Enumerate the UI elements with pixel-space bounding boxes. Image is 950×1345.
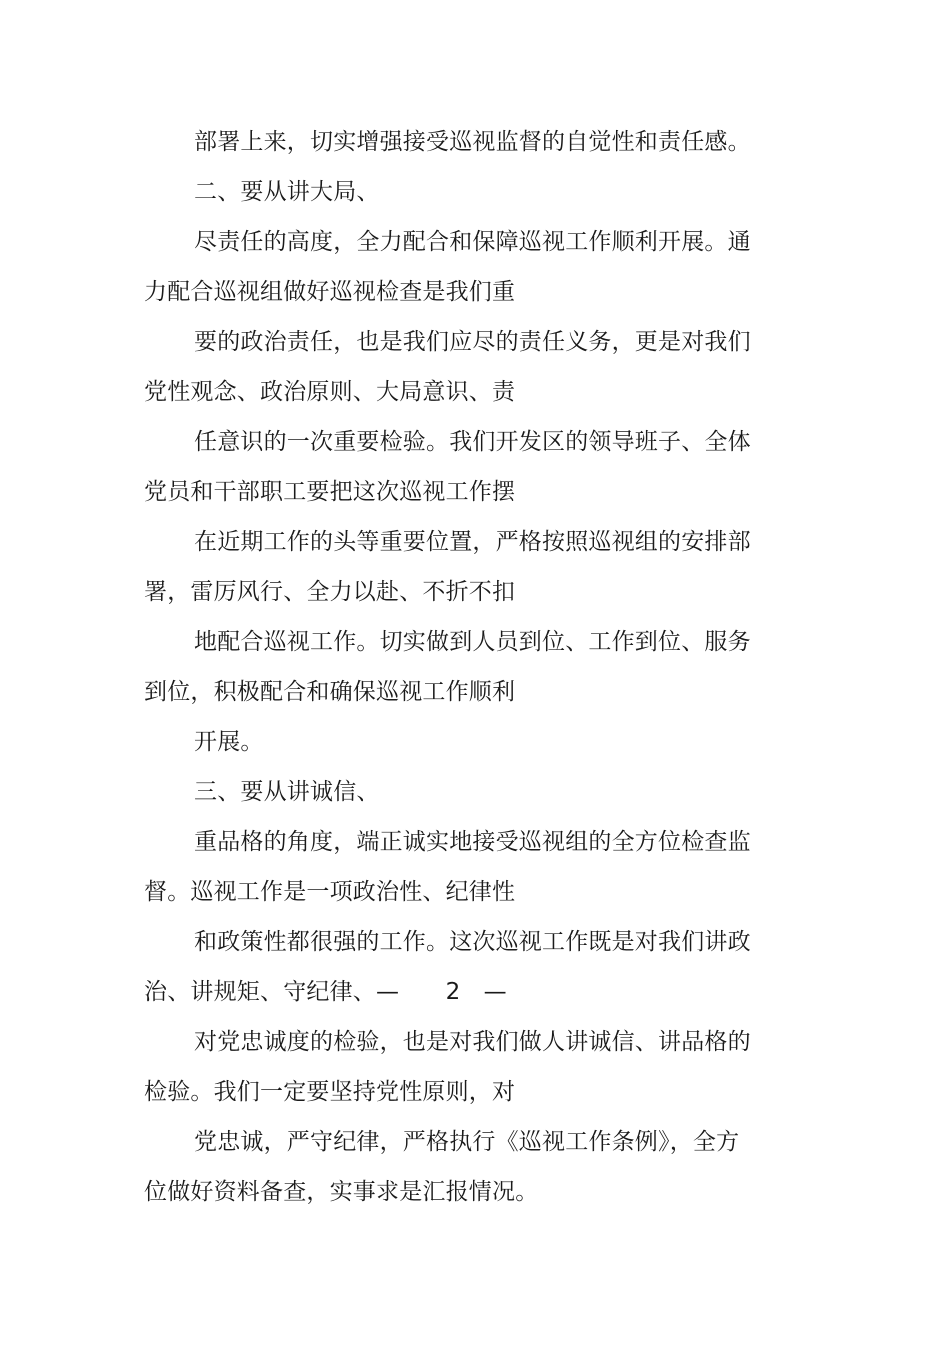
section-heading-line: 三、要从讲诚信、	[194, 779, 380, 805]
paragraph-line: 党员和干部职工要把这次巡视工作摆	[144, 479, 516, 505]
paragraph-line: 力配合巡视组做好巡视检查是我们重	[144, 279, 516, 305]
paragraph-line: 检验。我们一定要坚持党性原则，对	[144, 1079, 516, 1105]
paragraph-line-with-page-number: 治、讲规矩、守纪律、— 2 —	[144, 979, 507, 1005]
paragraph-line: 到位，积极配合和确保巡视工作顺利	[144, 679, 516, 705]
paragraph-line: 要的政治责任，也是我们应尽的责任义务，更是对我们	[194, 329, 751, 355]
paragraph-line: 署，雷厉风行、全力以赴、不折不扣	[144, 579, 516, 605]
paragraph-line: 开展。	[194, 729, 264, 755]
paragraph-line: 对党忠诚度的检验，也是对我们做人讲诚信、讲品格的	[194, 1029, 751, 1055]
paragraph-line: 督。巡视工作是一项政治性、纪律性	[144, 879, 516, 905]
paragraph-line: 重品格的角度，端正诚实地接受巡视组的全方位检查监	[194, 829, 751, 855]
paragraph-line: 在近期工作的头等重要位置，严格按照巡视组的安排部	[194, 529, 751, 555]
paragraph-line: 地配合巡视工作。切实做到人员到位、工作到位、服务	[194, 629, 751, 655]
paragraph-line: 党性观念、政治原则、大局意识、责	[144, 379, 516, 405]
paragraph-line: 任意识的一次重要检验。我们开发区的领导班子、全体	[194, 429, 751, 455]
paragraph-line: 党忠诚，严守纪律，严格执行《巡视工作条例》，全方	[194, 1129, 740, 1155]
paragraph-line: 部署上来，切实增强接受巡视监督的自觉性和责任感。	[194, 129, 751, 155]
paragraph-line: 和政策性都很强的工作。这次巡视工作既是对我们讲政	[194, 929, 751, 955]
paragraph-line: 尽责任的高度，全力配合和保障巡视工作顺利开展。通	[194, 229, 751, 255]
section-heading-line: 二、要从讲大局、	[194, 179, 380, 205]
paragraph-line: 位做好资料备查，实事求是汇报情况。	[144, 1179, 539, 1205]
